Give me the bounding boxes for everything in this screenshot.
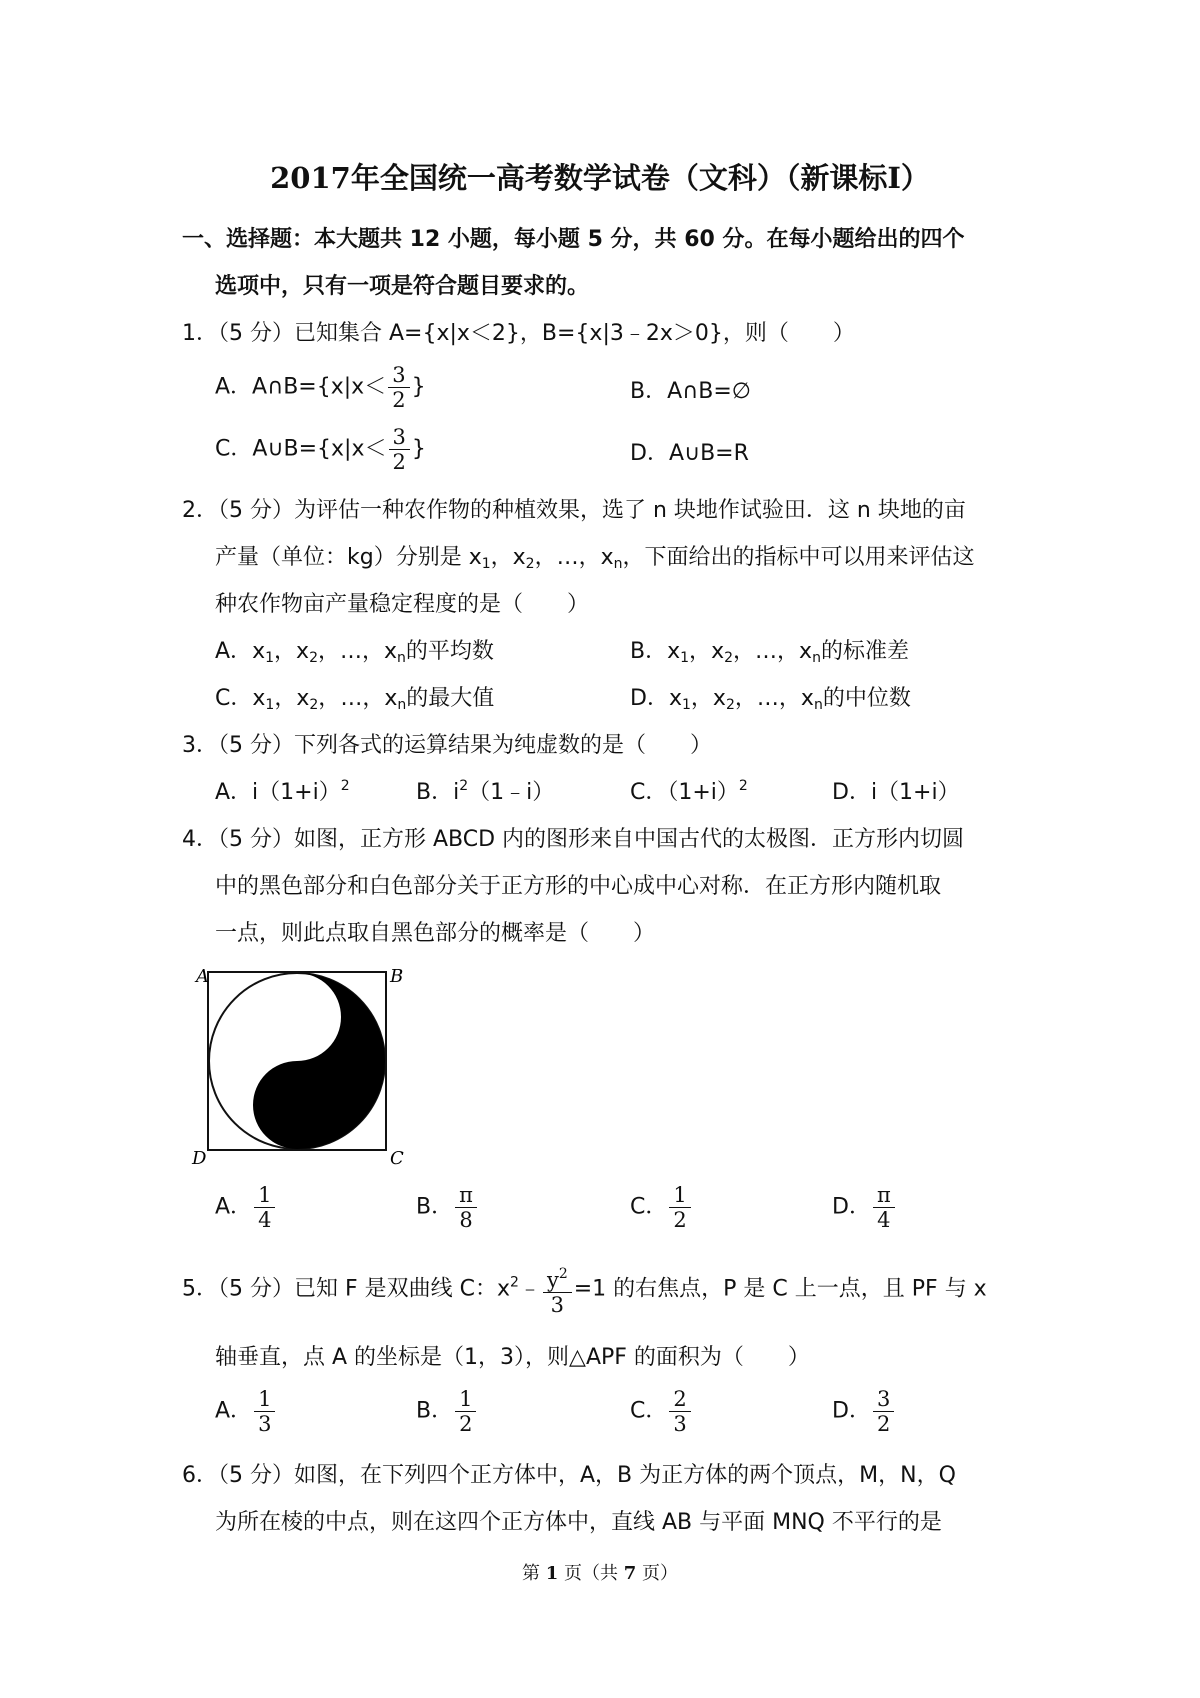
fraction-numerator: 1 bbox=[669, 1183, 690, 1208]
subscript: 1 bbox=[265, 697, 275, 713]
question-5-line-2: 轴垂直，点 A 的坐标是（1，3），则△APF 的面积为（ ） bbox=[215, 1345, 810, 1370]
var: x bbox=[667, 639, 681, 664]
fraction-numerator: π bbox=[455, 1183, 477, 1208]
option-fraction bbox=[455, 1387, 476, 1436]
q1-option-a[interactable] bbox=[215, 363, 426, 412]
sep: ， bbox=[690, 686, 713, 711]
option-label: D． bbox=[832, 1398, 871, 1424]
ellipsis: … bbox=[340, 686, 363, 711]
q1-option-c[interactable] bbox=[215, 425, 426, 474]
option-text: 的中位数 bbox=[822, 686, 911, 711]
fraction-numerator: 1 bbox=[254, 1387, 275, 1412]
fraction-denominator: 3 bbox=[258, 1412, 272, 1436]
subscript: 2 bbox=[309, 650, 318, 666]
total-pages: 7 bbox=[623, 1563, 637, 1584]
question-4-line-2: 中的黑色部分和白色部分关于正方形的中心成中心对称．在正方形内随机取 bbox=[215, 874, 942, 899]
question-2-line-2 bbox=[215, 540, 975, 572]
var: x bbox=[384, 639, 398, 664]
question-2-line-3: 种农作物亩产量稳定程度的是（ ） bbox=[215, 592, 590, 617]
var: x bbox=[384, 686, 398, 711]
q5-text: =1 的右焦点，P 是 C 上一点，且 PF 与 x bbox=[573, 1276, 987, 1302]
fraction-denominator: 8 bbox=[459, 1208, 473, 1232]
option-label: D． bbox=[630, 686, 669, 711]
option-label: B． bbox=[416, 1398, 454, 1424]
question-3-stem: 3．（5 分）下列各式的运算结果为纯虚数的是（ ） bbox=[182, 733, 712, 758]
page-title: 2017年全国统一高考数学试卷（文科）（新课标Ⅰ） bbox=[270, 161, 930, 195]
fraction-denominator: 3 bbox=[550, 1293, 565, 1317]
subscript: 1 bbox=[680, 650, 690, 666]
option-label: C． bbox=[630, 1194, 668, 1220]
section-heading-continued: 选项中，只有一项是符合题目要求的。 bbox=[215, 274, 590, 299]
question-4-line-1: 4．（5 分）如图，正方形 ABCD 内的图形来自中国古代的太极图．正方形内切圆 bbox=[182, 827, 965, 852]
option-text: 的最大值 bbox=[406, 686, 495, 711]
q2-option-c[interactable] bbox=[215, 681, 494, 713]
q2-option-d[interactable] bbox=[630, 681, 911, 713]
subscript: 1 bbox=[481, 556, 491, 572]
question-6-line-1: 6．（5 分）如图，在下列四个正方体中，A，B 为正方体的两个顶点，M，N，Q bbox=[182, 1463, 956, 1488]
option-text: 的标准差 bbox=[820, 639, 909, 664]
option-label: A． bbox=[215, 639, 253, 664]
option-label: D． bbox=[832, 1194, 871, 1220]
subscript: 2 bbox=[725, 697, 735, 713]
question-4-line-3: 一点，则此点取自黑色部分的概率是（ ） bbox=[215, 921, 656, 946]
option-text: A．i（1+i） bbox=[215, 780, 341, 805]
page-footer bbox=[0, 1559, 1200, 1585]
var: x bbox=[799, 639, 813, 664]
sep: ， bbox=[733, 639, 756, 664]
option-fraction bbox=[254, 1387, 275, 1436]
option-fraction bbox=[455, 1183, 477, 1232]
fraction-numerator: 1 bbox=[254, 1183, 275, 1208]
q5-fraction bbox=[543, 1262, 572, 1317]
option-text: 的平均数 bbox=[405, 639, 494, 664]
subscript: n bbox=[397, 650, 406, 666]
q2-text: ，下面给出的指标中可以用来评估这 bbox=[622, 545, 975, 570]
var: x bbox=[296, 639, 310, 664]
ellipsis: … bbox=[755, 639, 778, 664]
q2-text: 产量（单位：kg）分别是 x bbox=[215, 545, 482, 570]
superscript: 2 bbox=[510, 1274, 519, 1291]
var: x bbox=[252, 686, 266, 711]
var: x bbox=[712, 686, 726, 711]
q5-text: ﹣ bbox=[518, 1276, 541, 1302]
q1-option-c-close: } bbox=[411, 436, 426, 462]
option-fraction bbox=[669, 1183, 690, 1232]
section-heading: 一、选择题：本大题共 12 小题，每小题 5 分，共 60 分。在每小题给出的四个 bbox=[182, 227, 965, 252]
label-d: D bbox=[192, 1148, 207, 1166]
option-text: （1﹣i） bbox=[468, 780, 555, 805]
subscript: 2 bbox=[724, 650, 734, 666]
superscript: 2 bbox=[738, 778, 748, 794]
q5-option-c[interactable] bbox=[630, 1387, 693, 1436]
footer-text: 页） bbox=[636, 1563, 678, 1584]
fraction-numerator bbox=[543, 1262, 572, 1293]
q4-option-d[interactable] bbox=[832, 1183, 897, 1232]
var: x bbox=[668, 686, 682, 711]
white-dot bbox=[288, 1008, 306, 1026]
sep: ， bbox=[274, 639, 297, 664]
option-fraction bbox=[873, 1183, 895, 1232]
superscript: 2 bbox=[459, 778, 469, 794]
option-text: B．i bbox=[416, 780, 460, 805]
option-label: A． bbox=[215, 1194, 253, 1220]
sep: ， bbox=[362, 686, 385, 711]
subscript: 1 bbox=[681, 697, 691, 713]
q4-option-c[interactable] bbox=[630, 1183, 693, 1232]
question-1-stem: 1．（5 分）已知集合 A={x|x＜2}，B={x|3﹣2x＞0}，则（ ） bbox=[182, 321, 855, 346]
sep: ， bbox=[777, 639, 800, 664]
page-number: 1 bbox=[545, 1563, 559, 1584]
superscript: 2 bbox=[558, 1266, 568, 1282]
var: x bbox=[252, 639, 266, 664]
q5-option-d[interactable] bbox=[832, 1387, 896, 1436]
var: x bbox=[296, 686, 310, 711]
q1-option-a-close: } bbox=[411, 374, 426, 400]
footer-text: 页（共 bbox=[558, 1563, 624, 1584]
subscript: n bbox=[812, 650, 821, 666]
q2-text: ，…，x bbox=[534, 545, 614, 570]
fraction-denominator: 2 bbox=[876, 1412, 891, 1436]
ellipsis: … bbox=[756, 686, 779, 711]
label-c: C bbox=[390, 1148, 404, 1166]
subscript: 2 bbox=[309, 697, 319, 713]
fraction-denominator: 2 bbox=[673, 1208, 687, 1232]
black-dot bbox=[288, 1096, 306, 1114]
label-b: B bbox=[390, 966, 404, 987]
q2-option-b[interactable] bbox=[630, 634, 909, 666]
q3-option-a[interactable] bbox=[215, 775, 350, 806]
fraction-numerator: 1 bbox=[455, 1387, 476, 1412]
q2-text: ，x bbox=[490, 545, 526, 570]
sep: ， bbox=[318, 686, 341, 711]
fraction-numerator: 3 bbox=[389, 425, 410, 450]
q1-option-a-text: A．A∩B={x|x＜ bbox=[215, 374, 387, 400]
taiji-figure bbox=[180, 966, 420, 1166]
q5-option-b[interactable] bbox=[416, 1387, 478, 1436]
q4-option-a[interactable] bbox=[215, 1183, 277, 1232]
option-fraction bbox=[669, 1387, 690, 1436]
fraction-numerator: 2 bbox=[669, 1387, 690, 1412]
option-fraction bbox=[254, 1183, 275, 1232]
sep: ， bbox=[778, 686, 801, 711]
question-2-line-1: 2．（5 分）为评估一种农作物的种植效果，选了 n 块地作试验田．这 n 块地的亩 bbox=[182, 498, 966, 523]
fraction-denominator: 2 bbox=[459, 1412, 473, 1436]
subscript: 2 bbox=[525, 556, 535, 572]
q3-option-d[interactable]: D．i（1+i） bbox=[832, 780, 960, 805]
fraction-denominator: 2 bbox=[392, 388, 406, 412]
fraction-numerator: π bbox=[873, 1183, 895, 1208]
q1-option-c-fraction bbox=[389, 425, 410, 474]
q5-text: 5．（5 分）已知 F 是双曲线 C：x bbox=[182, 1276, 511, 1302]
fraction-numerator: 3 bbox=[388, 363, 409, 388]
fraction-denominator: 4 bbox=[258, 1208, 272, 1232]
option-label: B． bbox=[416, 1194, 454, 1220]
var: x bbox=[711, 639, 725, 664]
option-label: C． bbox=[630, 1398, 668, 1424]
footer-text: 第 bbox=[522, 1563, 546, 1584]
subscript: n bbox=[813, 697, 823, 713]
subscript: n bbox=[613, 556, 623, 572]
option-text: C．（1+i） bbox=[630, 780, 739, 805]
frac-var: y bbox=[546, 1268, 559, 1292]
superscript: 2 bbox=[340, 778, 350, 794]
q1-option-d[interactable]: D．A∪B=R bbox=[630, 441, 749, 466]
question-5-line-1 bbox=[182, 1262, 987, 1317]
q1-option-b[interactable]: B．A∩B=∅ bbox=[630, 379, 751, 404]
q1-option-a-fraction bbox=[388, 363, 409, 412]
subscript: n bbox=[397, 697, 407, 713]
var: x bbox=[800, 686, 814, 711]
option-label: B． bbox=[630, 639, 668, 664]
option-fraction bbox=[873, 1387, 894, 1436]
fraction-denominator: 4 bbox=[877, 1208, 891, 1232]
fraction-denominator: 2 bbox=[392, 450, 406, 474]
q1-option-c-text: C．A∪B={x|x＜ bbox=[215, 436, 387, 462]
q2-option-a[interactable] bbox=[215, 634, 494, 666]
q3-option-c[interactable] bbox=[630, 775, 748, 806]
q5-option-a[interactable] bbox=[215, 1387, 277, 1436]
sep: ， bbox=[689, 639, 712, 664]
sep: ， bbox=[734, 686, 757, 711]
fraction-numerator: 3 bbox=[873, 1387, 894, 1412]
q4-option-b[interactable] bbox=[416, 1183, 479, 1232]
q3-option-b[interactable] bbox=[416, 775, 554, 806]
sep: ， bbox=[274, 686, 297, 711]
label-a: A bbox=[196, 966, 209, 987]
option-label: A． bbox=[215, 1398, 253, 1424]
sep: ， bbox=[362, 639, 385, 664]
option-label: C． bbox=[215, 686, 253, 711]
question-6-line-2: 为所在棱的中点，则在这四个正方体中，直线 AB 与平面 MNQ 不平行的是 bbox=[215, 1510, 942, 1535]
fraction-denominator: 3 bbox=[673, 1412, 687, 1436]
subscript: 1 bbox=[265, 650, 275, 666]
ellipsis: … bbox=[340, 639, 362, 664]
sep: ， bbox=[317, 639, 340, 664]
